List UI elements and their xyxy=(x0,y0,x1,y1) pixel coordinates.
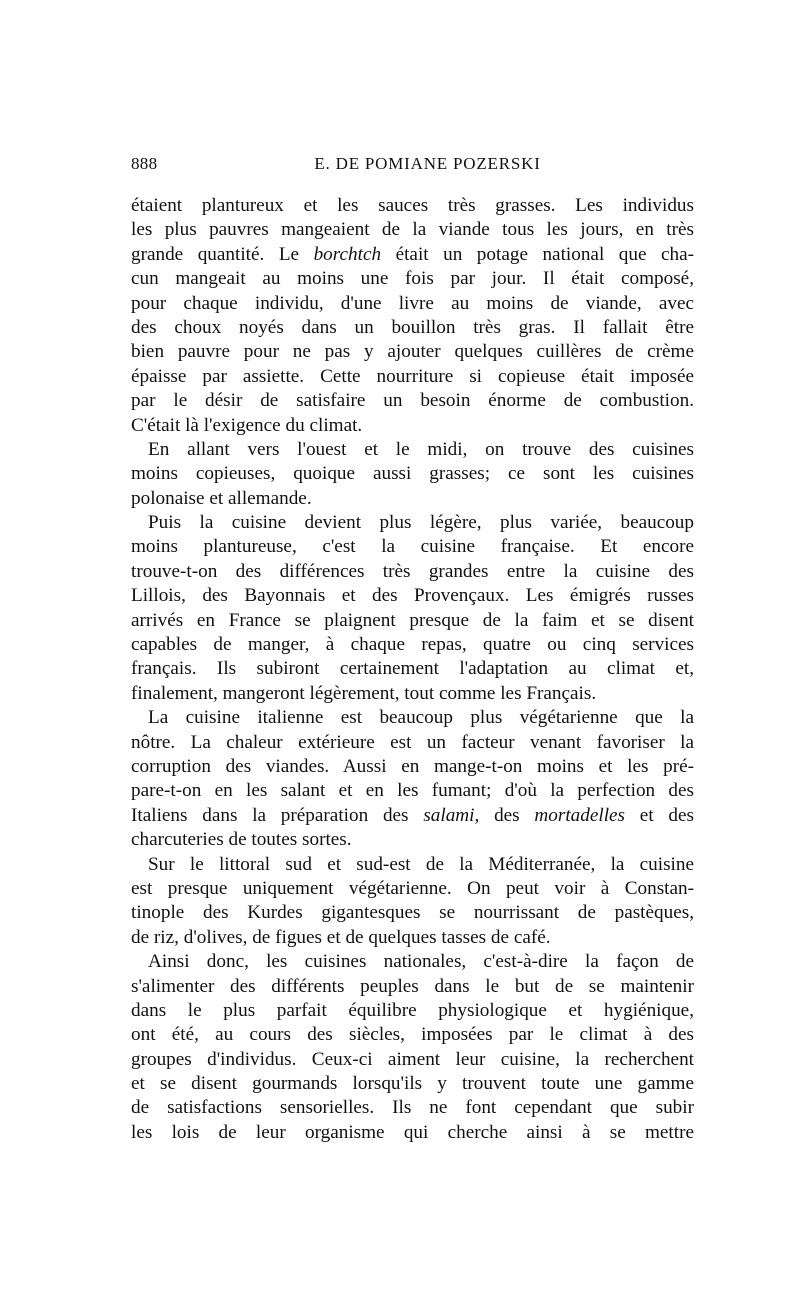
text-line: s'alimenter des différents peuples dans le but de se maintenir xyxy=(131,975,694,997)
text-line: français. Ils subiront certainement l'adaptation au climat et, xyxy=(131,658,694,680)
text-line: moins copieuses, quoique aussi grasses; ce sont les cuisines xyxy=(131,463,694,485)
text-line: Italiens dans la préparation des salami, des mortadelles et des xyxy=(131,804,694,826)
text-line: bien pauvre pour ne pas y ajouter quelques cuillères de crème xyxy=(131,341,694,363)
text-line: Puis la cuisine devient plus légère, plus variée, beaucoup xyxy=(148,512,694,534)
running-head: E. DE POMIANE POZERSKI xyxy=(314,154,541,173)
page-number: 888 xyxy=(131,154,158,173)
text-line: pare-t-on en les salant et en les fumant; d'où la perfection des xyxy=(131,780,694,802)
text-line: trouve-t-on des différences très grandes entre la cuisine des xyxy=(131,560,694,582)
text-line: de riz, d'olives, de figues et de quelques tasses de café. xyxy=(131,926,551,948)
text-line: les plus pauvres mangeaient de la viande tous les jours, en très xyxy=(131,219,694,241)
text-line: tinople des Kurdes gigantesques se nourrissant de pastèques, xyxy=(131,902,694,924)
text-line: finalement, mangeront légèrement, tout comme les Français. xyxy=(131,682,597,704)
text-line: nôtre. La chaleur extérieure est un facteur venant favoriser la xyxy=(131,731,694,753)
text-line: de satisfactions sensorielles. Ils ne font cependant que subir xyxy=(131,1097,694,1119)
body-text xyxy=(131,194,694,1145)
text-line: par le désir de satisfaire un besoin énorme de combustion. xyxy=(131,390,694,412)
text-line: les lois de leur organisme qui cherche ainsi à se mettre xyxy=(131,1121,694,1143)
text-line: Sur le littoral sud et sud-est de la Méditerranée, la cuisine xyxy=(148,853,694,875)
text-line: Ainsi donc, les cuisines nationales, c'est-à-dire la façon de xyxy=(148,951,694,973)
text-line: des choux noyés dans un bouillon très gras. Il fallait être xyxy=(131,316,694,338)
text-line: épaisse par assiette. Cette nourriture si copieuse était imposée xyxy=(131,365,694,387)
text-line: corruption des viandes. Aussi en mange-t-on moins et les pré- xyxy=(131,755,694,777)
text-line: dans le plus parfait équilibre physiologique et hygiénique, xyxy=(131,999,694,1021)
text-line: En allant vers l'ouest et le midi, on trouve des cuisines xyxy=(148,438,694,460)
text-line: charcuteries de toutes sortes. xyxy=(131,829,352,851)
text-line: est presque uniquement végétarienne. On peut voir à Constan- xyxy=(131,877,694,899)
text-line: ont été, au cours des siècles, imposées par le climat à des xyxy=(131,1024,694,1046)
text-line: et se disent gourmands lorsqu'ils y trouvent toute une gamme xyxy=(131,1073,694,1095)
text-line: arrivés en France se plaignent presque de la faim et se disent xyxy=(131,609,694,631)
text-line: pour chaque individu, d'une livre au moins de viande, avec xyxy=(131,292,694,314)
text-line: moins plantureuse, c'est la cuisine française. Et encore xyxy=(131,536,694,558)
text-line: C'était là l'exigence du climat. xyxy=(131,414,363,436)
text-line: étaient plantureux et les sauces très grasses. Les individus xyxy=(131,195,694,216)
text-line: groupes d'individus. Ceux-ci aiment leur cuisine, la recherchent xyxy=(131,1048,694,1070)
text-line: polonaise et allemande. xyxy=(131,487,312,509)
text-line: La cuisine italienne est beaucoup plus végétarienne que la xyxy=(148,707,694,729)
text-line: Lillois, des Bayonnais et des Provençaux. Les émigrés russes xyxy=(131,585,694,607)
page-header xyxy=(131,154,694,178)
text-line: cun mangeait au moins une fois par jour. Il était composé, xyxy=(131,268,694,290)
text-line: grande quantité. Le borchtch était un potage national que cha- xyxy=(131,243,694,265)
text-line: capables de manger, à chaque repas, quatre ou cinq services xyxy=(131,634,694,656)
